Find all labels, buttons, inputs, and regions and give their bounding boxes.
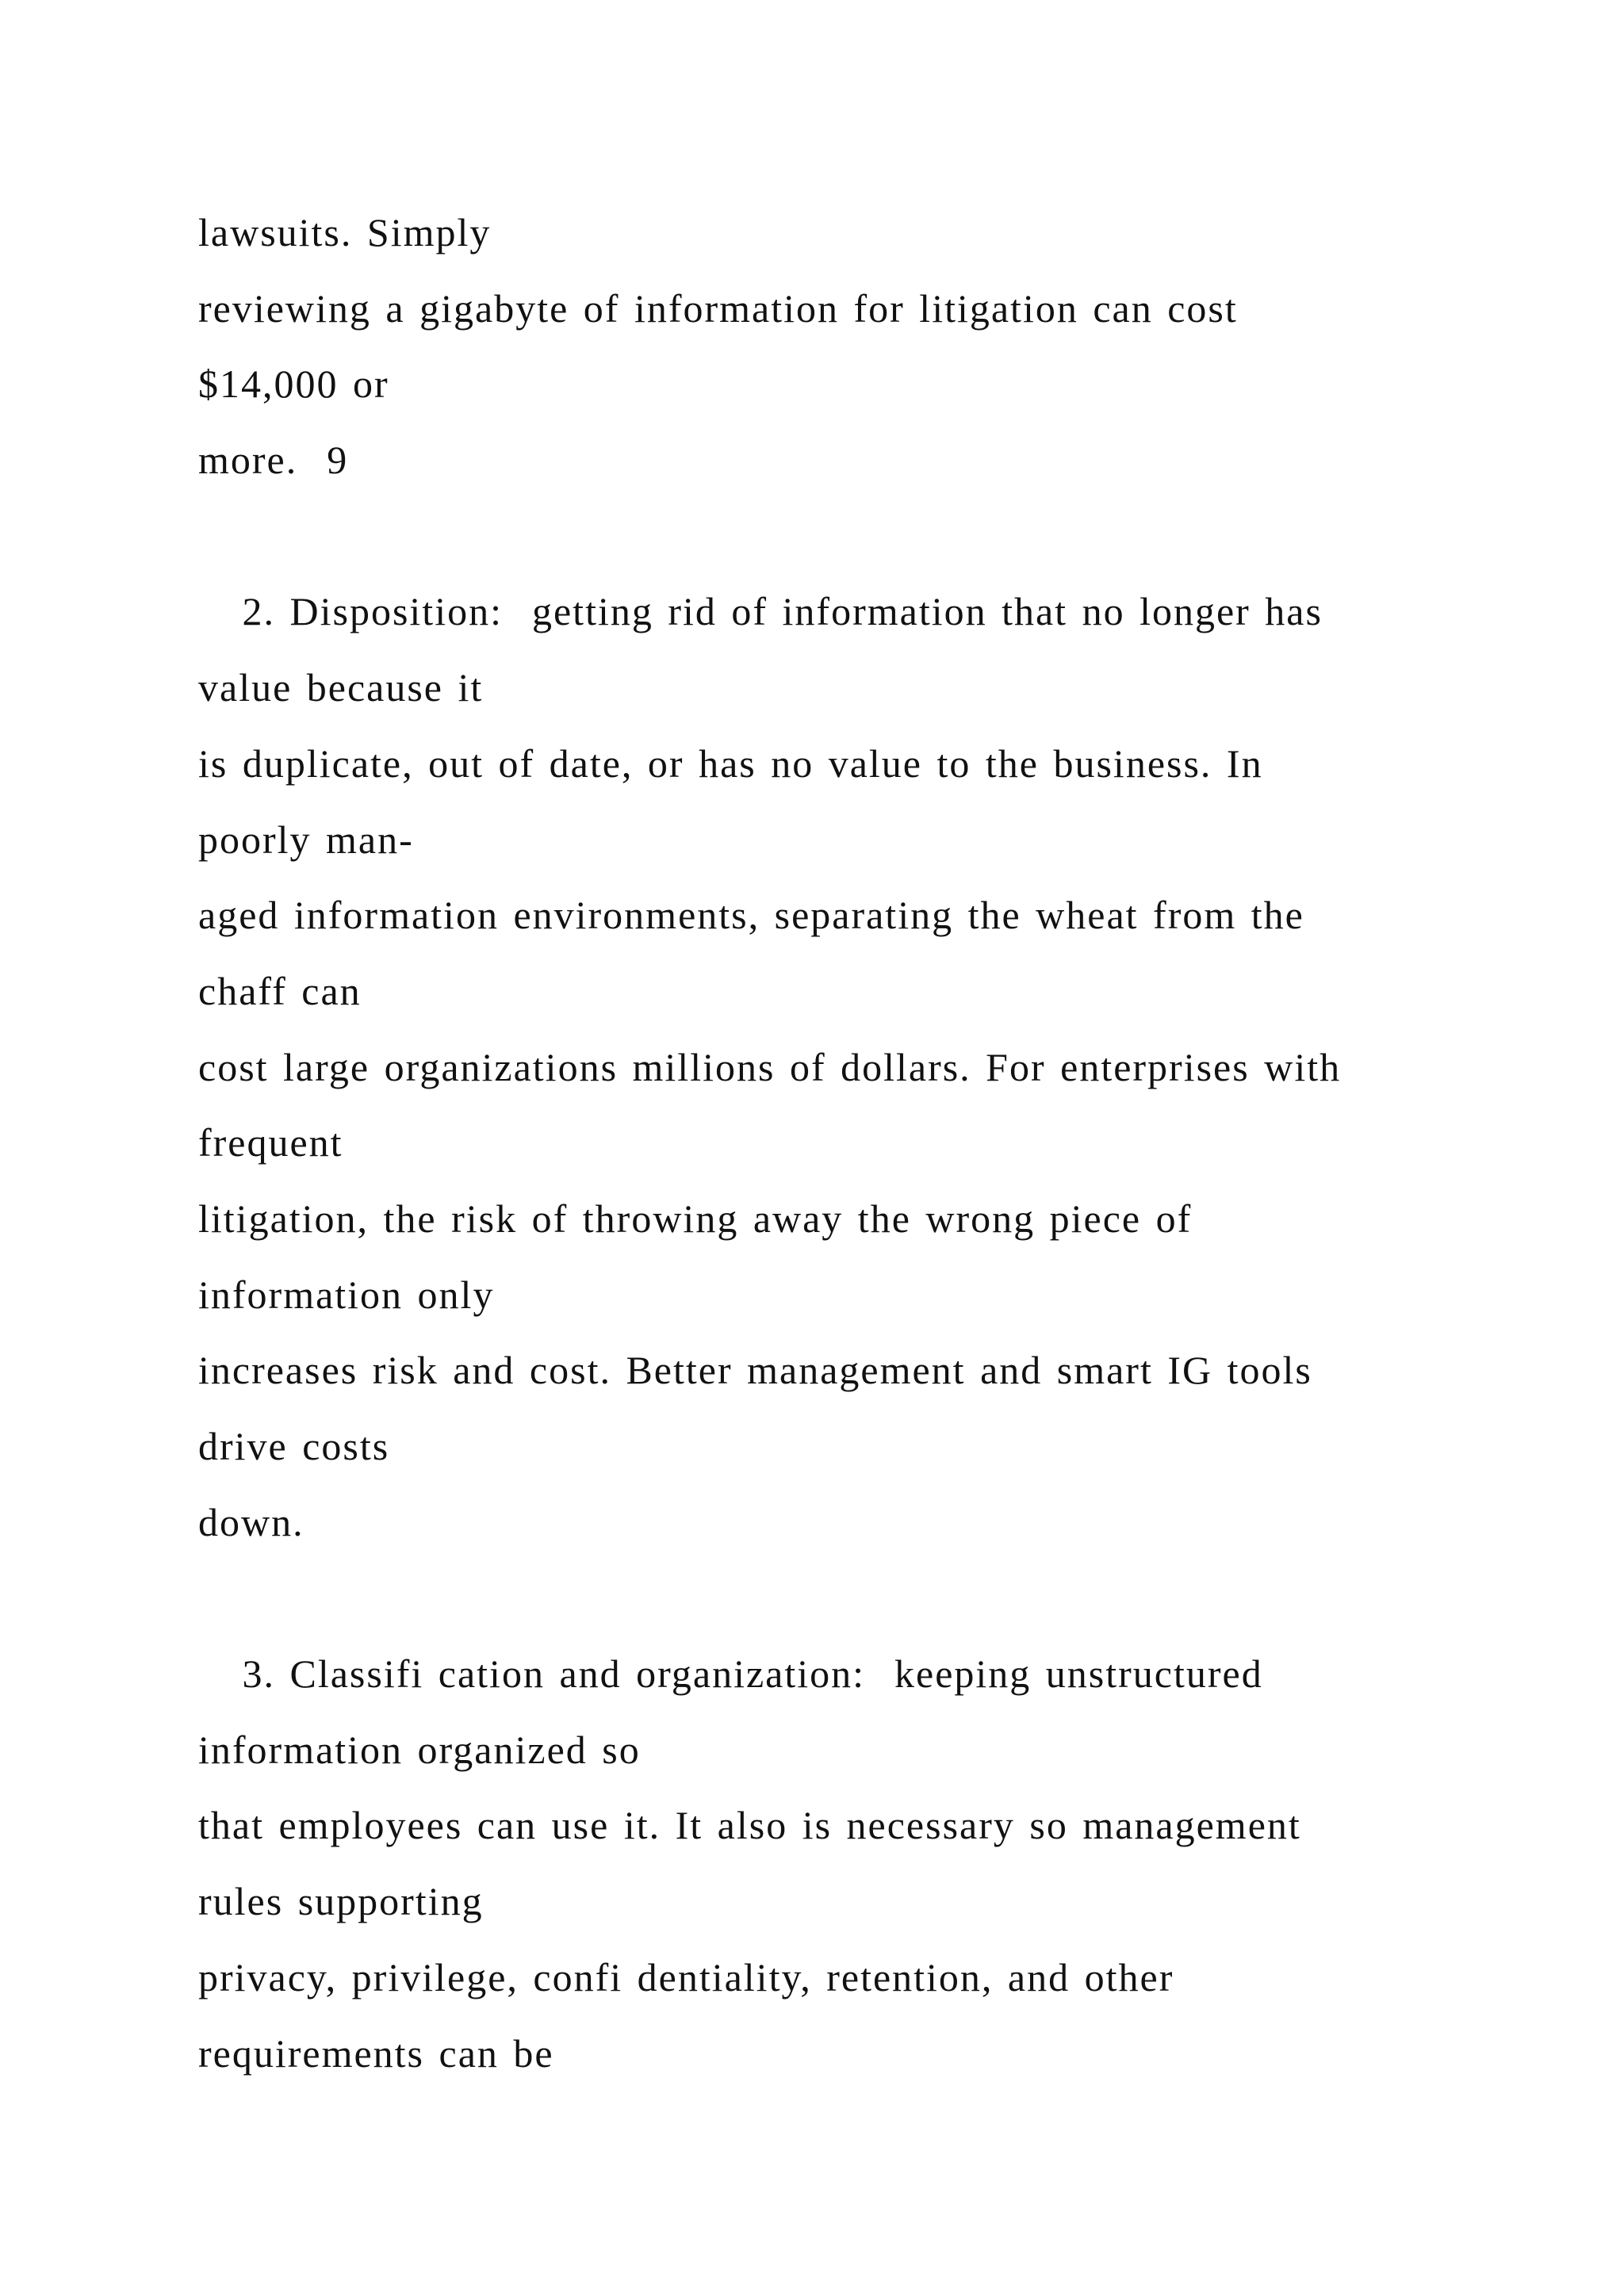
- text-line: increases risk and cost. Better management and smart IG tools: [198, 1348, 1312, 1393]
- text-line: frequent: [198, 1120, 343, 1165]
- paragraph-gap: [198, 1560, 1594, 1636]
- text-line: poorly man-: [198, 817, 414, 862]
- text-line: is duplicate, out of date, or has no value to the business. In: [198, 740, 1263, 786]
- text-line: drive costs: [198, 1424, 390, 1468]
- text-line: more. 9: [198, 438, 349, 483]
- text-line: value because it: [198, 665, 484, 710]
- text-line: reviewing a gigabyte of information for litigation can cost: [198, 285, 1238, 331]
- paragraph-gap: [198, 499, 1594, 575]
- text-line: litigation, the risk of throwing away the wrong piece of: [198, 1196, 1193, 1241]
- text-line: information organized so: [198, 1727, 641, 1772]
- text-line: 2. Disposition: getting rid of information that no longer has: [198, 589, 1323, 634]
- body-text: [198, 195, 1594, 2091]
- text-line: requirements can be: [198, 2030, 554, 2076]
- text-line: cost large organizations millions of dollars. For enterprises with: [198, 1044, 1342, 1089]
- text-line: lawsuits. Simply: [198, 210, 492, 254]
- text-line: rules supporting: [198, 1879, 484, 1924]
- text-line: privacy, privilege, confi dentiality, retention, and other: [198, 1954, 1174, 1999]
- text-line: information only: [198, 1272, 495, 1317]
- text-line: that employees can use it. It also is necessary so management: [198, 1803, 1301, 1848]
- text-line: aged information environments, separating the wheat from the: [198, 893, 1304, 938]
- text-line: down.: [198, 1499, 304, 1544]
- text-line: 3. Classifi cation and organization: keeping unstructured: [198, 1651, 1263, 1697]
- text-line: chaff can: [198, 968, 362, 1013]
- text-line: $14,000 or: [198, 362, 389, 407]
